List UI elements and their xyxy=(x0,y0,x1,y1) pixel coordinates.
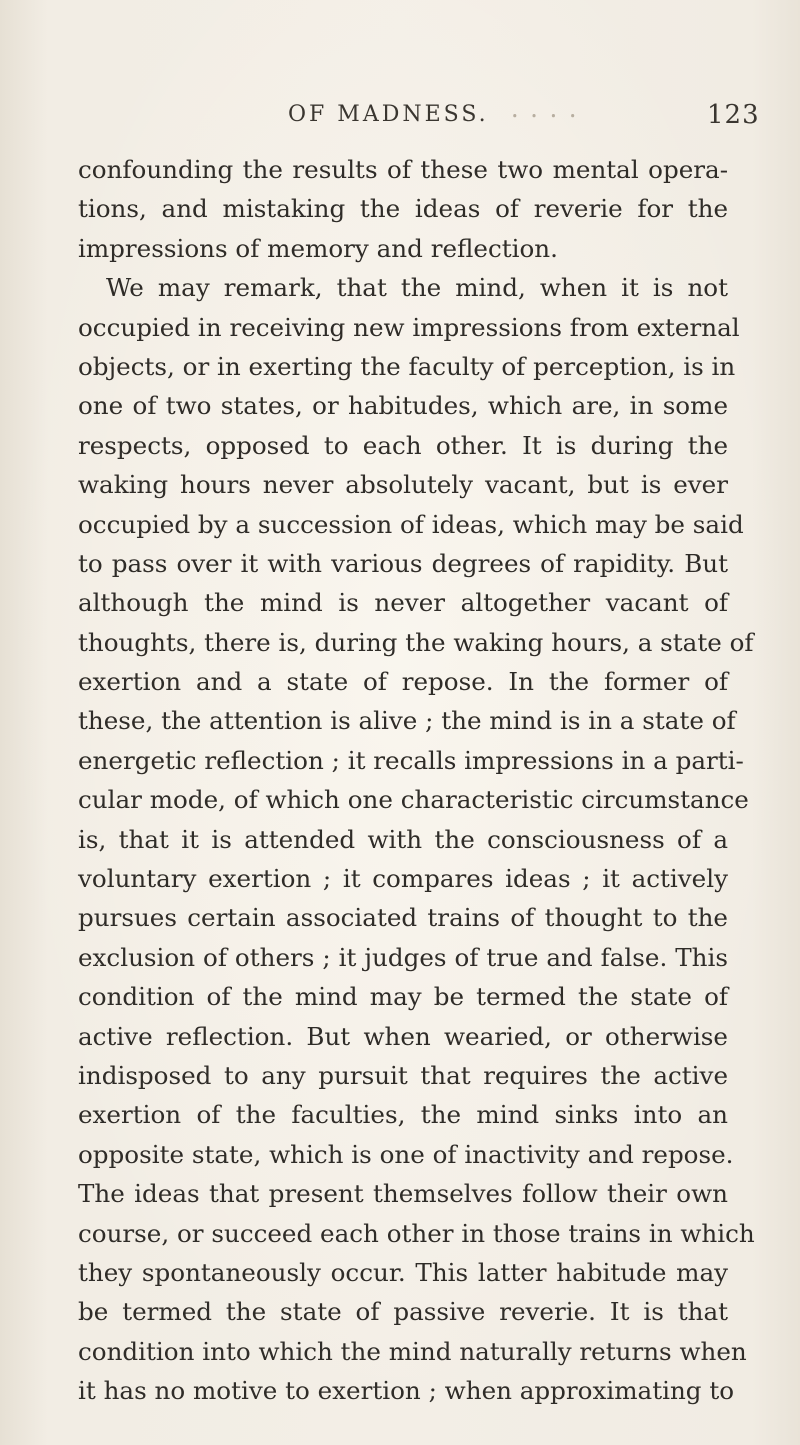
text-line: occupied by a succession of ideas, which may be said xyxy=(78,509,744,539)
text-line: be termed the state of passive reverie. It is that xyxy=(78,1297,728,1327)
text-line: exertion of the faculties, the mind sinks into an xyxy=(78,1100,728,1130)
paragraph-start-line: We may remark, that the mind, when it is not xyxy=(106,273,728,303)
body-text xyxy=(78,150,755,1411)
running-head-stray-marks: ꞏ ꞏ ꞏ ꞏ xyxy=(512,106,580,127)
text-line: indisposed to any pursuit that requires the active xyxy=(78,1060,728,1090)
page-number: 123 xyxy=(707,100,760,130)
text-line: impressions of memory and reflection. xyxy=(78,233,558,263)
text-line: condition into which the mind naturally returns when xyxy=(78,1336,747,1366)
text-line: respects, opposed to each other. It is during the xyxy=(78,430,728,460)
text-line: confounding the results of these two mental opera- xyxy=(78,155,728,184)
text-line: cular mode, of which one characteristic circumstance xyxy=(78,785,749,815)
text-line: although the mind is never altogether vacant of xyxy=(78,588,728,618)
text-line: active reflection. But when wearied, or otherwise xyxy=(78,1021,728,1051)
text-line: The ideas that present themselves follow their own xyxy=(78,1179,728,1209)
text-line: voluntary exertion ; it compares ideas ; it actively xyxy=(78,864,728,894)
text-line: tions, and mistaking the ideas of reverie for the xyxy=(78,194,728,224)
text-line: opposite state, which is one of inactivity and repose. xyxy=(78,1139,734,1169)
text-line: pursues certain associated trains of thought to the xyxy=(78,903,728,933)
text-line: it has no motive to exertion ; when approximating to xyxy=(78,1376,735,1406)
text-line: they spontaneously occur. This latter habitude may xyxy=(78,1257,728,1287)
text-line: exclusion of others ; it judges of true and false. This xyxy=(78,942,728,972)
text-line: exertion and a state of repose. In the former of xyxy=(78,667,728,697)
text-line: is, that it is attended with the consciousness of a xyxy=(78,824,728,854)
text-line: occupied in receiving new impressions from external xyxy=(78,312,740,342)
text-line: thoughts, there is, during the waking hours, a state of xyxy=(78,627,754,657)
running-head xyxy=(0,102,800,142)
text-line: condition of the mind may be termed the state of xyxy=(78,982,728,1012)
text-line: course, or succeed each other in those trains in which xyxy=(78,1218,755,1248)
text-line: objects, or in exerting the faculty of perception, is in xyxy=(78,351,736,381)
text-line: to pass over it with various degrees of rapidity. But xyxy=(78,548,728,578)
running-head-title: OF MADNESS. xyxy=(288,102,489,127)
text-line: waking hours never absolutely vacant, but is ever xyxy=(78,470,728,500)
text-line: energetic reflection ; it recalls impressions in a parti- xyxy=(78,745,744,775)
text-line: these, the attention is alive ; the mind is in a state of xyxy=(78,706,736,736)
text-line: one of two states, or habitudes, which are, in some xyxy=(78,391,728,421)
